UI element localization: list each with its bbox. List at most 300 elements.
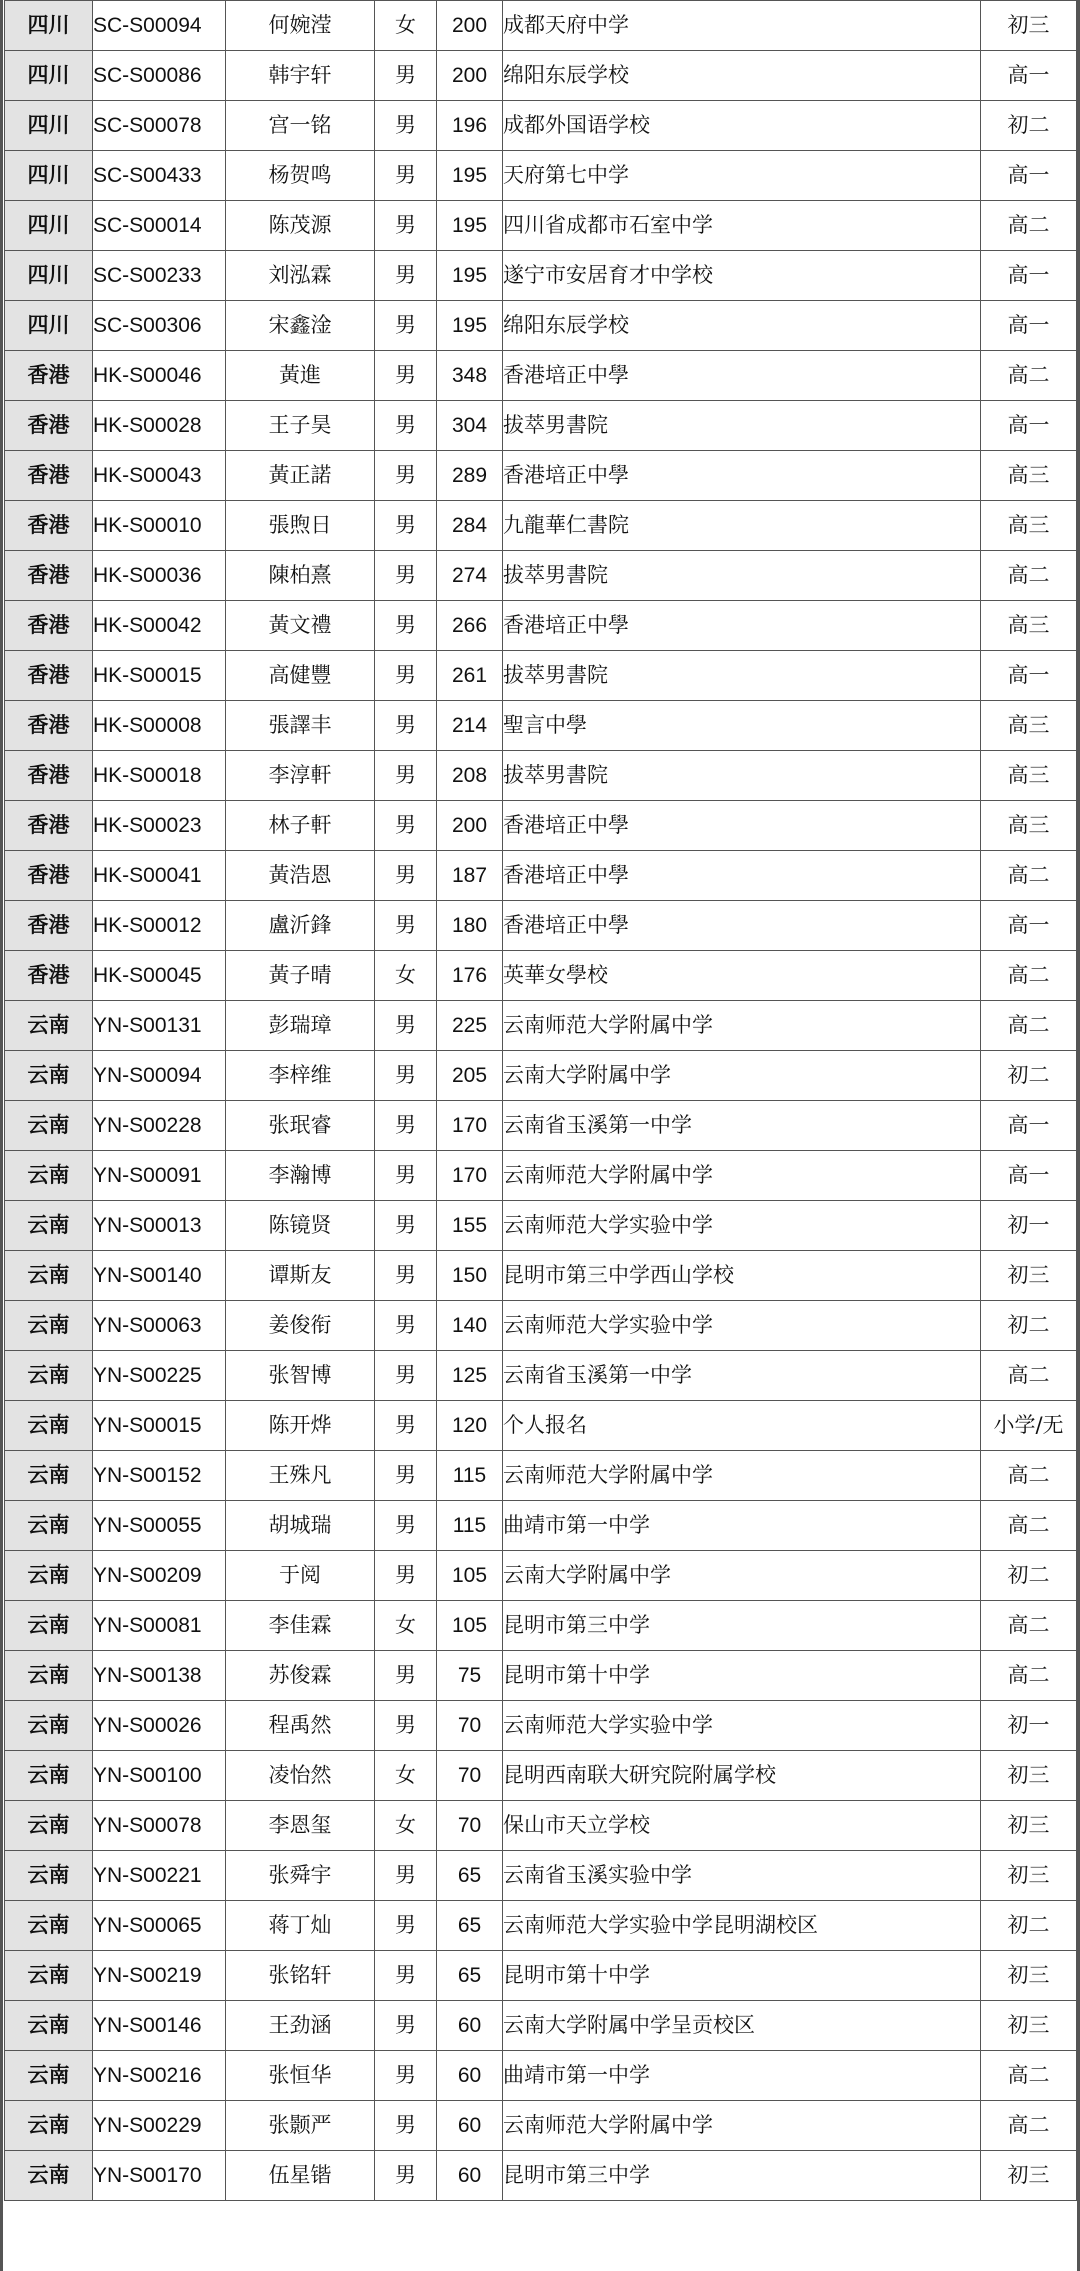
region-cell: 云南 [5, 1101, 93, 1151]
gender-cell: 男 [375, 351, 437, 401]
student-name-cell: 陈开烨 [226, 1401, 375, 1451]
score-cell: 274 [437, 551, 503, 601]
student-id-cell: YN-S00216 [93, 2051, 226, 2101]
grade-cell: 初二 [981, 1051, 1077, 1101]
gender-cell: 男 [375, 2101, 437, 2151]
table-row [5, 1601, 1077, 1651]
gender-cell: 男 [375, 2051, 437, 2101]
school-cell: 曲靖市第一中学 [503, 2051, 981, 2101]
student-id-cell: SC-S00086 [93, 51, 226, 101]
score-cell: 348 [437, 351, 503, 401]
grade-cell: 初三 [981, 1, 1077, 51]
gender-cell: 女 [375, 951, 437, 1001]
gender-cell: 女 [375, 1801, 437, 1851]
table-row [5, 1901, 1077, 1951]
school-cell: 云南师范大学实验中学 [503, 1701, 981, 1751]
score-cell: 115 [437, 1501, 503, 1551]
region-cell: 云南 [5, 1901, 93, 1951]
table-row [5, 851, 1077, 901]
school-cell: 昆明市第三中学 [503, 2151, 981, 2201]
school-cell: 香港培正中學 [503, 801, 981, 851]
gender-cell: 女 [375, 1, 437, 51]
student-id-cell: YN-S00228 [93, 1101, 226, 1151]
grade-cell: 高二 [981, 1601, 1077, 1651]
table-row [5, 151, 1077, 201]
grade-cell: 初二 [981, 1551, 1077, 1601]
school-cell: 成都外国语学校 [503, 101, 981, 151]
grade-cell: 初二 [981, 101, 1077, 151]
grade-cell: 高一 [981, 151, 1077, 201]
student-id-cell: YN-S00015 [93, 1401, 226, 1451]
school-cell: 四川省成都市石室中学 [503, 201, 981, 251]
gender-cell: 男 [375, 1401, 437, 1451]
student-name-cell: 李梓维 [226, 1051, 375, 1101]
student-id-cell: HK-S00046 [93, 351, 226, 401]
student-name-cell: 张铭轩 [226, 1951, 375, 2001]
score-cell: 65 [437, 1851, 503, 1901]
gender-cell: 男 [375, 851, 437, 901]
table-row [5, 901, 1077, 951]
score-cell: 70 [437, 1751, 503, 1801]
table-row [5, 201, 1077, 251]
score-cell: 170 [437, 1101, 503, 1151]
region-cell: 云南 [5, 1751, 93, 1801]
student-name-cell: 何婉滢 [226, 1, 375, 51]
score-cell: 214 [437, 701, 503, 751]
gender-cell: 男 [375, 1551, 437, 1601]
student-id-cell: SC-S00233 [93, 251, 226, 301]
grade-cell: 高二 [981, 2051, 1077, 2101]
student-id-cell: YN-S00013 [93, 1201, 226, 1251]
score-cell: 195 [437, 251, 503, 301]
score-cell: 208 [437, 751, 503, 801]
grade-cell: 初三 [981, 1801, 1077, 1851]
score-cell: 289 [437, 451, 503, 501]
score-cell: 65 [437, 1901, 503, 1951]
region-cell: 云南 [5, 1351, 93, 1401]
score-cell: 225 [437, 1001, 503, 1051]
school-cell: 天府第七中学 [503, 151, 981, 201]
student-id-cell: YN-S00094 [93, 1051, 226, 1101]
grade-cell: 高二 [981, 1651, 1077, 1701]
region-cell: 香港 [5, 751, 93, 801]
score-cell: 200 [437, 51, 503, 101]
grade-cell: 初三 [981, 1251, 1077, 1301]
school-cell: 九龍華仁書院 [503, 501, 981, 551]
student-name-cell: 張煦日 [226, 501, 375, 551]
school-cell: 香港培正中學 [503, 451, 981, 501]
score-cell: 195 [437, 151, 503, 201]
student-id-cell: YN-S00063 [93, 1301, 226, 1351]
region-cell: 云南 [5, 1801, 93, 1851]
region-cell: 云南 [5, 1951, 93, 2001]
grade-cell: 高二 [981, 1501, 1077, 1551]
gender-cell: 男 [375, 1501, 437, 1551]
table-row [5, 551, 1077, 601]
gender-cell: 男 [375, 1651, 437, 1701]
grade-cell: 初三 [981, 1851, 1077, 1901]
grade-cell: 高二 [981, 951, 1077, 1001]
table-row [5, 1801, 1077, 1851]
score-cell: 105 [437, 1601, 503, 1651]
student-id-cell: HK-S00036 [93, 551, 226, 601]
gender-cell: 男 [375, 551, 437, 601]
grade-cell: 小学/无 [981, 1401, 1077, 1451]
score-cell: 195 [437, 301, 503, 351]
student-name-cell: 胡城瑞 [226, 1501, 375, 1551]
table-row [5, 1351, 1077, 1401]
gender-cell: 男 [375, 2001, 437, 2051]
school-cell: 昆明市第十中学 [503, 1651, 981, 1701]
school-cell: 云南师范大学附属中学 [503, 2101, 981, 2151]
region-cell: 香港 [5, 451, 93, 501]
table-row [5, 701, 1077, 751]
student-name-cell: 宫一铭 [226, 101, 375, 151]
region-cell: 云南 [5, 1401, 93, 1451]
table-row [5, 1451, 1077, 1501]
region-cell: 四川 [5, 101, 93, 151]
table-row [5, 751, 1077, 801]
gender-cell: 男 [375, 51, 437, 101]
student-id-cell: SC-S00433 [93, 151, 226, 201]
student-id-cell: YN-S00091 [93, 1151, 226, 1201]
student-name-cell: 韩宇轩 [226, 51, 375, 101]
school-cell: 昆明西南联大研究院附属学校 [503, 1751, 981, 1801]
gender-cell: 男 [375, 301, 437, 351]
student-name-cell: 李恩玺 [226, 1801, 375, 1851]
gender-cell: 男 [375, 251, 437, 301]
student-name-cell: 张颢严 [226, 2101, 375, 2151]
gender-cell: 男 [375, 501, 437, 551]
gender-cell: 男 [375, 701, 437, 751]
student-name-cell: 李淳軒 [226, 751, 375, 801]
student-id-cell: HK-S00023 [93, 801, 226, 851]
school-cell: 云南师范大学实验中学昆明湖校区 [503, 1901, 981, 1951]
gender-cell: 男 [375, 1701, 437, 1751]
grade-cell: 高二 [981, 2101, 1077, 2151]
score-cell: 155 [437, 1201, 503, 1251]
region-cell: 香港 [5, 901, 93, 951]
grade-cell: 初二 [981, 1901, 1077, 1951]
school-cell: 绵阳东辰学校 [503, 301, 981, 351]
table-row [5, 251, 1077, 301]
student-id-cell: YN-S00131 [93, 1001, 226, 1051]
gender-cell: 男 [375, 1201, 437, 1251]
score-cell: 200 [437, 1, 503, 51]
table-row [5, 451, 1077, 501]
region-cell: 云南 [5, 1301, 93, 1351]
region-cell: 香港 [5, 401, 93, 451]
student-id-cell: YN-S00221 [93, 1851, 226, 1901]
table-row [5, 1501, 1077, 1551]
region-cell: 云南 [5, 1651, 93, 1701]
student-id-cell: HK-S00041 [93, 851, 226, 901]
school-cell: 拔萃男書院 [503, 751, 981, 801]
student-id-cell: HK-S00045 [93, 951, 226, 1001]
student-name-cell: 张舜宇 [226, 1851, 375, 1901]
gender-cell: 男 [375, 201, 437, 251]
gender-cell: 男 [375, 1851, 437, 1901]
school-cell: 拔萃男書院 [503, 551, 981, 601]
grade-cell: 高二 [981, 351, 1077, 401]
school-cell: 个人报名 [503, 1401, 981, 1451]
grade-cell: 高二 [981, 1451, 1077, 1501]
student-name-cell: 宋鑫淦 [226, 301, 375, 351]
region-cell: 云南 [5, 1701, 93, 1751]
table-row [5, 351, 1077, 401]
score-cell: 195 [437, 201, 503, 251]
table-row [5, 301, 1077, 351]
school-cell: 香港培正中學 [503, 601, 981, 651]
school-cell: 绵阳东辰学校 [503, 51, 981, 101]
gender-cell: 男 [375, 801, 437, 851]
student-id-cell: YN-S00055 [93, 1501, 226, 1551]
region-cell: 香港 [5, 851, 93, 901]
school-cell: 遂宁市安居育才中学校 [503, 251, 981, 301]
score-cell: 115 [437, 1451, 503, 1501]
grade-cell: 高三 [981, 701, 1077, 751]
gender-cell: 男 [375, 1301, 437, 1351]
student-id-cell: YN-S00078 [93, 1801, 226, 1851]
region-cell: 云南 [5, 2051, 93, 2101]
grade-cell: 高三 [981, 751, 1077, 801]
table-row [5, 2001, 1077, 2051]
score-cell: 75 [437, 1651, 503, 1701]
score-cell: 150 [437, 1251, 503, 1301]
score-cell: 60 [437, 2051, 503, 2101]
student-name-cell: 林子軒 [226, 801, 375, 851]
region-cell: 四川 [5, 51, 93, 101]
student-id-cell: YN-S00146 [93, 2001, 226, 2051]
grade-cell: 初三 [981, 2001, 1077, 2051]
student-name-cell: 張譯丰 [226, 701, 375, 751]
grade-cell: 高三 [981, 801, 1077, 851]
student-name-cell: 陈茂源 [226, 201, 375, 251]
region-cell: 香港 [5, 501, 93, 551]
score-cell: 125 [437, 1351, 503, 1401]
table-row [5, 651, 1077, 701]
school-cell: 英華女學校 [503, 951, 981, 1001]
region-cell: 云南 [5, 1851, 93, 1901]
school-cell: 云南省玉溪第一中学 [503, 1101, 981, 1151]
student-id-cell: YN-S00225 [93, 1351, 226, 1401]
student-name-cell: 程禹然 [226, 1701, 375, 1751]
student-name-cell: 苏俊霖 [226, 1651, 375, 1701]
gender-cell: 男 [375, 751, 437, 801]
region-cell: 云南 [5, 1451, 93, 1501]
score-cell: 266 [437, 601, 503, 651]
table-row [5, 1301, 1077, 1351]
school-cell: 云南省玉溪实验中学 [503, 1851, 981, 1901]
school-cell: 云南师范大学附属中学 [503, 1001, 981, 1051]
gender-cell: 男 [375, 1151, 437, 1201]
gender-cell: 男 [375, 1951, 437, 2001]
region-cell: 四川 [5, 151, 93, 201]
student-id-cell: SC-S00094 [93, 1, 226, 51]
table-row [5, 1051, 1077, 1101]
table-row [5, 2151, 1077, 2201]
gender-cell: 男 [375, 1251, 437, 1301]
grade-cell: 高一 [981, 401, 1077, 451]
student-name-cell: 王劲涵 [226, 2001, 375, 2051]
score-cell: 196 [437, 101, 503, 151]
student-name-cell: 杨贺鸣 [226, 151, 375, 201]
table-row [5, 1, 1077, 51]
score-cell: 187 [437, 851, 503, 901]
gender-cell: 男 [375, 101, 437, 151]
school-cell: 昆明市第三中学 [503, 1601, 981, 1651]
region-cell: 云南 [5, 1051, 93, 1101]
school-cell: 云南师范大学实验中学 [503, 1201, 981, 1251]
student-name-cell: 姜俊衔 [226, 1301, 375, 1351]
grade-cell: 高一 [981, 651, 1077, 701]
grade-cell: 高二 [981, 551, 1077, 601]
gender-cell: 女 [375, 1751, 437, 1801]
gender-cell: 男 [375, 601, 437, 651]
gender-cell: 男 [375, 1451, 437, 1501]
school-cell: 云南师范大学附属中学 [503, 1151, 981, 1201]
score-cell: 284 [437, 501, 503, 551]
student-id-cell: YN-S00065 [93, 1901, 226, 1951]
region-cell: 云南 [5, 1151, 93, 1201]
region-cell: 香港 [5, 551, 93, 601]
gender-cell: 男 [375, 1101, 437, 1151]
student-id-cell: SC-S00014 [93, 201, 226, 251]
region-cell: 云南 [5, 1201, 93, 1251]
student-id-cell: YN-S00026 [93, 1701, 226, 1751]
region-cell: 云南 [5, 1501, 93, 1551]
student-id-cell: YN-S00219 [93, 1951, 226, 2001]
table-row [5, 501, 1077, 551]
table-row [5, 1701, 1077, 1751]
school-cell: 聖言中學 [503, 701, 981, 751]
table-row [5, 601, 1077, 651]
gender-cell: 男 [375, 1051, 437, 1101]
region-cell: 香港 [5, 951, 93, 1001]
student-name-cell: 黃文禮 [226, 601, 375, 651]
student-id-cell: HK-S00008 [93, 701, 226, 751]
school-cell: 云南大学附属中学呈贡校区 [503, 2001, 981, 2051]
school-cell: 昆明市第十中学 [503, 1951, 981, 2001]
region-cell: 云南 [5, 1251, 93, 1301]
student-name-cell: 彭瑞璋 [226, 1001, 375, 1051]
grade-cell: 高三 [981, 601, 1077, 651]
student-name-cell: 蒋丁灿 [226, 1901, 375, 1951]
results-table-body [5, 1, 1077, 2201]
school-cell: 保山市天立学校 [503, 1801, 981, 1851]
grade-cell: 初三 [981, 1951, 1077, 2001]
student-id-cell: YN-S00138 [93, 1651, 226, 1701]
student-name-cell: 高健豐 [226, 651, 375, 701]
grade-cell: 初三 [981, 1751, 1077, 1801]
gender-cell: 男 [375, 2151, 437, 2201]
region-cell: 香港 [5, 801, 93, 851]
region-cell: 四川 [5, 201, 93, 251]
student-id-cell: YN-S00152 [93, 1451, 226, 1501]
student-id-cell: HK-S00012 [93, 901, 226, 951]
grade-cell: 高一 [981, 901, 1077, 951]
region-cell: 四川 [5, 1, 93, 51]
student-id-cell: HK-S00042 [93, 601, 226, 651]
gender-cell: 男 [375, 401, 437, 451]
school-cell: 曲靖市第一中学 [503, 1501, 981, 1551]
region-cell: 四川 [5, 301, 93, 351]
table-row [5, 1551, 1077, 1601]
grade-cell: 初一 [981, 1701, 1077, 1751]
student-name-cell: 张珉睿 [226, 1101, 375, 1151]
score-cell: 70 [437, 1801, 503, 1851]
table-row [5, 801, 1077, 851]
gender-cell: 男 [375, 901, 437, 951]
table-row [5, 101, 1077, 151]
student-id-cell: HK-S00015 [93, 651, 226, 701]
school-cell: 香港培正中學 [503, 851, 981, 901]
table-row [5, 2101, 1077, 2151]
student-id-cell: SC-S00306 [93, 301, 226, 351]
school-cell: 拔萃男書院 [503, 401, 981, 451]
score-cell: 120 [437, 1401, 503, 1451]
region-cell: 云南 [5, 1601, 93, 1651]
results-table [4, 0, 1077, 2201]
region-cell: 香港 [5, 351, 93, 401]
grade-cell: 初二 [981, 1301, 1077, 1351]
table-row [5, 401, 1077, 451]
gender-cell: 男 [375, 651, 437, 701]
student-name-cell: 谭斯友 [226, 1251, 375, 1301]
gender-cell: 男 [375, 151, 437, 201]
student-id-cell: YN-S00170 [93, 2151, 226, 2201]
region-cell: 香港 [5, 701, 93, 751]
region-cell: 云南 [5, 2001, 93, 2051]
student-name-cell: 张恒华 [226, 2051, 375, 2101]
region-cell: 香港 [5, 601, 93, 651]
student-name-cell: 伍星锴 [226, 2151, 375, 2201]
region-cell: 云南 [5, 1001, 93, 1051]
school-cell: 云南师范大学附属中学 [503, 1451, 981, 1501]
gender-cell: 男 [375, 451, 437, 501]
student-name-cell: 刘泓霖 [226, 251, 375, 301]
score-cell: 60 [437, 2001, 503, 2051]
student-name-cell: 黃浩恩 [226, 851, 375, 901]
region-cell: 云南 [5, 1551, 93, 1601]
student-name-cell: 陈镜贤 [226, 1201, 375, 1251]
table-row [5, 1951, 1077, 2001]
school-cell: 拔萃男書院 [503, 651, 981, 701]
table-row [5, 1201, 1077, 1251]
score-cell: 205 [437, 1051, 503, 1101]
student-name-cell: 于阅 [226, 1551, 375, 1601]
score-cell: 176 [437, 951, 503, 1001]
student-id-cell: HK-S00010 [93, 501, 226, 551]
score-cell: 261 [437, 651, 503, 701]
table-row [5, 1001, 1077, 1051]
region-cell: 香港 [5, 651, 93, 701]
grade-cell: 高一 [981, 1101, 1077, 1151]
table-row [5, 1651, 1077, 1701]
grade-cell: 高二 [981, 1001, 1077, 1051]
table-row [5, 1851, 1077, 1901]
student-id-cell: YN-S00100 [93, 1751, 226, 1801]
score-cell: 60 [437, 2101, 503, 2151]
student-name-cell: 王殊凡 [226, 1451, 375, 1501]
school-cell: 香港培正中學 [503, 901, 981, 951]
table-row [5, 951, 1077, 1001]
grade-cell: 高一 [981, 301, 1077, 351]
grade-cell: 初一 [981, 1201, 1077, 1251]
student-id-cell: YN-S00209 [93, 1551, 226, 1601]
score-cell: 170 [437, 1151, 503, 1201]
school-cell: 云南大学附属中学 [503, 1551, 981, 1601]
